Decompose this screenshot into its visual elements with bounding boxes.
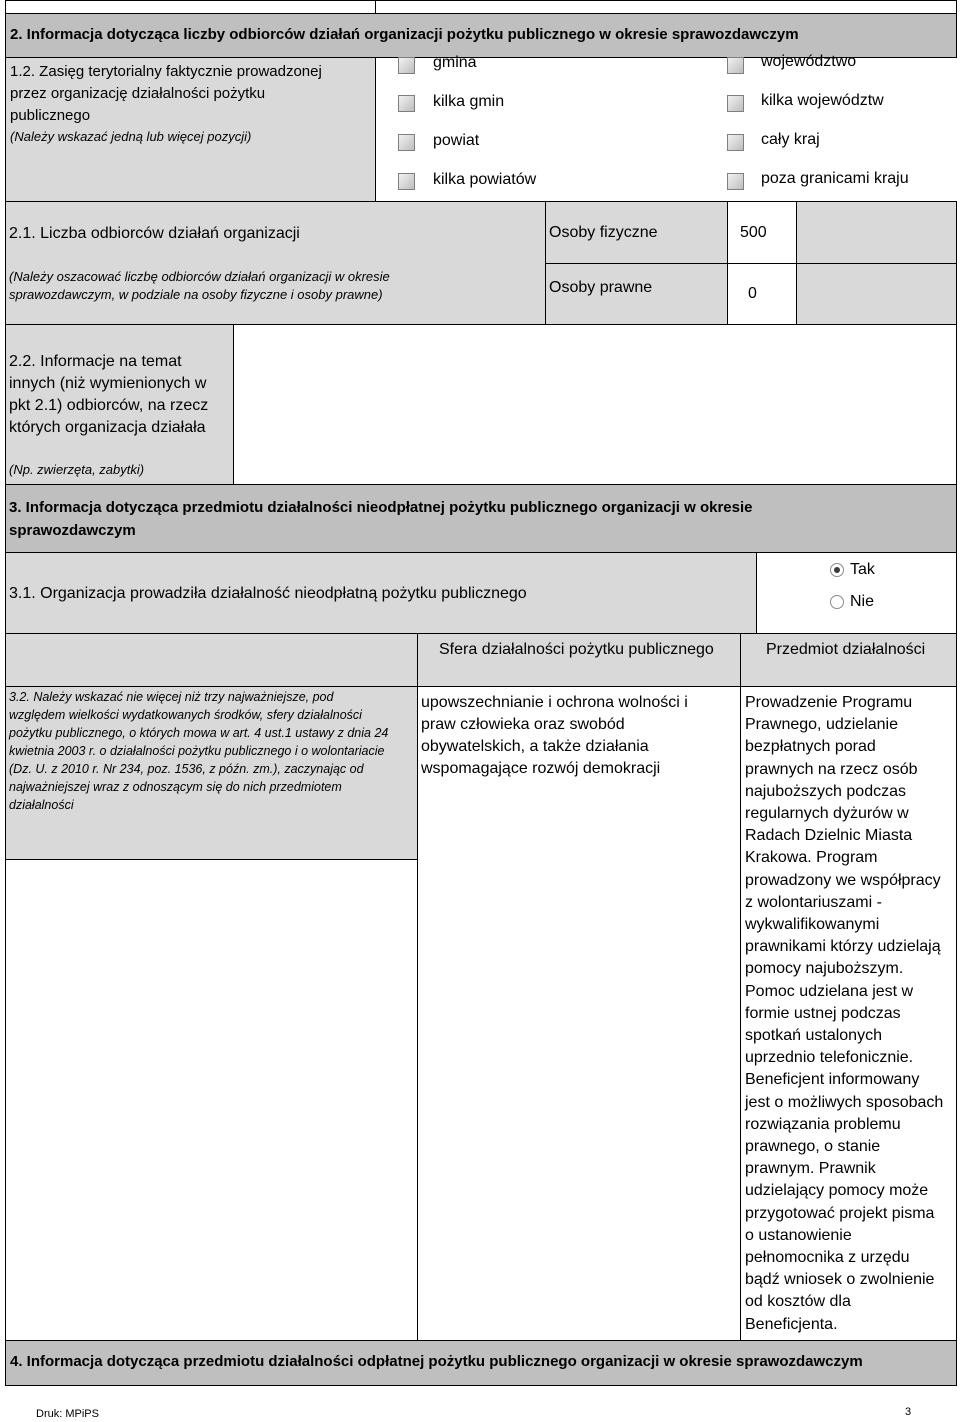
q32-header-blank: [5, 633, 418, 687]
option-wojewodztwo: województwo: [761, 53, 857, 70]
q31-label: 3.1. Organizacja prowadziła działalność nieodpłatną pożytku publicznego: [9, 585, 527, 602]
territory-options: [376, 53, 957, 202]
q32-label-line-5: (Dz. U. z 2010 r. Nr 234, poz. 1536, z późn. zm.), zaczynając od: [9, 762, 364, 776]
q32-subject-line: przygotować projekt pisma: [745, 1204, 935, 1222]
checkbox-powiat[interactable]: [398, 134, 415, 151]
q32-subject-line: od kosztów dla: [745, 1293, 851, 1311]
q31-label-cell: [5, 552, 757, 634]
q32-sphere-line-1: upowszechnianie i ochrona wolności i: [421, 694, 688, 711]
q32-subject-line: pomocy najuboższym.: [745, 960, 904, 978]
q32-subject-line: prawnym. Prawnik: [745, 1160, 876, 1178]
legal-persons-value: 0: [748, 285, 757, 302]
q32-label-line-2: względem wielkości wydatkowanych środków, sfery działalności: [9, 708, 362, 722]
q32-sphere-header-cell: [417, 633, 741, 687]
q32-subject-line: Prawnego, udzielanie: [745, 716, 898, 734]
natural-persons-label: Osoby fizyczne: [549, 224, 658, 241]
natural-persons-value-cell[interactable]: [727, 201, 797, 264]
checkbox-kilka-gmin[interactable]: [398, 95, 415, 112]
section-4-header: [5, 1340, 957, 1386]
q32-subject-line: uprzednio telefonicznie.: [745, 1049, 914, 1067]
checkbox-kilka-powiatow[interactable]: [398, 173, 415, 190]
q32-subject-line: o ustanowienie: [745, 1226, 852, 1244]
other-recipients-hint: (Np. zwierzęta, zabytki): [9, 462, 145, 477]
checkbox-poza-granicami[interactable]: [727, 173, 744, 190]
q32-sphere-line-2: praw człowieka oraz swobód: [421, 716, 625, 733]
q32-sphere-line-3: obywatelskich, a także działania: [421, 738, 649, 755]
section-3-title-line-2: sprawozdawczym: [9, 522, 136, 539]
territory-hint: (Należy wskazać jedną lub więcej pozycji): [10, 129, 252, 144]
q32-subject-line: spotkań ustalonych: [745, 1027, 882, 1044]
q32-subject-line: prawnych na rzecz osób: [745, 760, 918, 778]
radio-nie[interactable]: [830, 595, 844, 609]
q32-subject-line: wykwalifikowanymi: [745, 916, 880, 933]
q32-sphere-header: Sfera działalności pożytku publicznego: [439, 641, 714, 658]
section-2-title: 2. Informacja dotycząca liczby odbiorców działań organizacji pożytku publicznego w okresie sprawozdawczym: [10, 26, 799, 43]
territory-label-line-1: 1.2. Zasięg terytorialny faktycznie prowadzonej: [10, 63, 322, 80]
legal-persons-label: Osoby prawne: [549, 279, 653, 296]
q32-subject-line: bezpłatnych porad: [745, 738, 876, 756]
section-3-title-line-1: 3. Informacja dotycząca przedmiotu działalności nieodpłatnej pożytku publicznego organizacji w okresie: [9, 499, 753, 516]
option-powiat: powiat: [433, 132, 480, 149]
natural-persons-value: 500: [740, 224, 767, 241]
option-nie: Nie: [850, 593, 875, 610]
option-caly-kraj: cały kraj: [761, 131, 820, 148]
natural-persons-label-cell: [545, 201, 728, 264]
q32-subject-header-cell: [740, 633, 957, 687]
other-recipients-line-4: których organizacja działała: [9, 419, 206, 436]
q32-subject-line: formie ustnej podczas: [745, 1004, 901, 1022]
other-recipients-value-cell[interactable]: [233, 324, 957, 485]
q32-subject-line: udzielający pomocy może: [745, 1182, 929, 1200]
legal-persons-label-cell: [545, 263, 728, 325]
checkbox-caly-kraj[interactable]: [727, 134, 744, 151]
territory-label-line-3: publicznego: [10, 107, 91, 124]
q32-subject-cell[interactable]: [740, 686, 957, 1341]
q32-subject-line: pełnomocnika z urzędu: [745, 1249, 910, 1266]
q32-label-line-1: 3.2. Należy wskazać nie więcej niż trzy najważniejsze, pod: [9, 690, 334, 704]
natural-persons-spacer: [796, 201, 957, 264]
q32-subject-line: z wolontariuszami -: [745, 893, 882, 911]
recipients-label-cell: [5, 201, 546, 325]
q32-label-line-3: pożytku publicznego, o których mowa w art. 4 ust.1 ustawy z dnia 24: [9, 726, 389, 740]
territory-label-line-2: przez organizację działalności pożytku: [10, 85, 266, 102]
other-recipients-label-cell: [5, 324, 234, 485]
section-4-title: 4. Informacja dotycząca przedmiotu działalności odpłatnej pożytku publicznego organizacji w okresie sprawozdawczym: [10, 1353, 863, 1370]
option-kilka-gmin: kilka gmin: [433, 93, 505, 110]
q32-subject-line: jest o możliwych sposobach: [745, 1093, 944, 1111]
option-gmina: gmina: [433, 54, 477, 71]
option-kilka-powiatow: kilka powiatów: [433, 171, 537, 188]
checkbox-gmina[interactable]: [398, 57, 415, 74]
q32-subject-header: Przedmiot działalności: [766, 641, 926, 658]
q32-label-line-6: najważniejszej wraz z odnoszącym się do nich przedmiotem: [9, 780, 342, 794]
recipients-hint-line-1: (Należy oszacować liczbę odbiorców działań organizacji w okresie: [9, 269, 390, 284]
q32-subject-line: Beneficjent informowany: [745, 1071, 920, 1089]
q32-label-extension: [5, 859, 418, 1341]
checkbox-wojewodztwo[interactable]: [727, 57, 744, 74]
top-cell-left: [5, 0, 376, 14]
section-2-header: [5, 13, 957, 58]
other-recipients-line-2: innych (niż wymienionych w: [9, 375, 207, 392]
other-recipients-line-3: pkt 2.1) odbiorców, na rzecz: [9, 397, 209, 414]
q32-label-cell: [5, 686, 418, 860]
q32-subject-line: prowadzony we współpracy: [745, 871, 941, 889]
section-3-header: [5, 484, 957, 553]
option-kilka-wojewodztw: kilka województw: [761, 92, 884, 109]
q32-sphere-line-4: wspomagające rozwój demokracji: [421, 760, 661, 777]
top-cell-right: [375, 0, 957, 14]
q32-label-line-7: działalności: [9, 798, 74, 812]
recipients-label: 2.1. Liczba odbiorców działań organizacji: [9, 225, 300, 242]
q32-subject-line: najuboższych podczas: [745, 782, 906, 800]
page-number: 3: [905, 1406, 912, 1418]
q32-subject-line: regularnych dyżurów w: [745, 805, 909, 822]
radio-tak[interactable]: [830, 563, 844, 577]
q32-sphere-cell[interactable]: [417, 686, 741, 1341]
q32-subject-line: bądź wniosek o zwolnienie: [745, 1271, 935, 1289]
territory-label-cell: [5, 57, 376, 202]
q32-subject-line: rozwiązania problemu: [745, 1115, 901, 1133]
q32-subject-line: Krakowa. Program: [745, 849, 878, 867]
recipients-hint-line-2: sprawozdawczym, w podziale na osoby fizyczne i osoby prawne): [9, 287, 383, 302]
q32-subject-line: prawnego, o stanie: [745, 1138, 881, 1155]
q32-subject-line: Radach Dzielnic Miasta: [745, 827, 913, 845]
other-recipients-line-1: 2.2. Informacje na temat: [9, 353, 182, 370]
q32-subject-line: prawnikami którzy udzielają: [745, 938, 941, 956]
footer-print-label: Druk: MPiPS: [36, 1408, 99, 1420]
q32-subject-line: Beneficjenta.: [745, 1315, 838, 1333]
legal-persons-spacer: [796, 263, 957, 325]
q31-options-cell: [756, 552, 957, 634]
checkbox-kilka-wojewodztw[interactable]: [727, 95, 744, 112]
legal-persons-value-cell[interactable]: [727, 263, 797, 325]
q32-subject-line: Prowadzenie Programu: [745, 694, 913, 711]
q32-label-line-4: kwietnia 2003 r. o działalności pożytku publicznego i o wolontariacie: [9, 744, 385, 758]
q32-subject-line: Pomoc udzielana jest w: [745, 982, 914, 1000]
option-tak: Tak: [850, 561, 875, 578]
option-poza-granicami: poza granicami kraju: [761, 170, 909, 187]
